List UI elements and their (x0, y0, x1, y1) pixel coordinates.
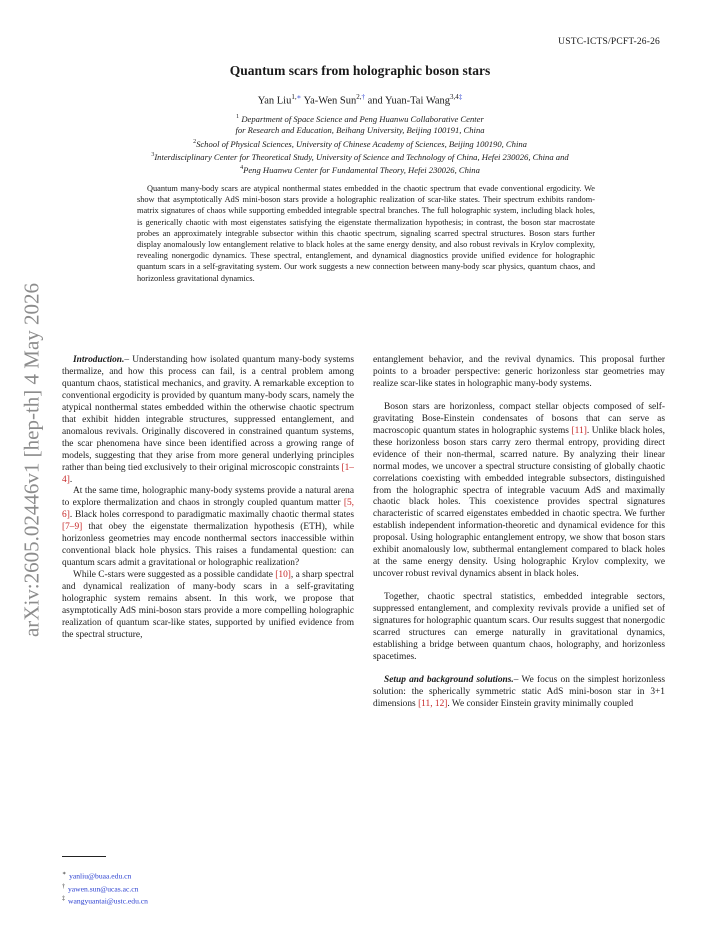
paragraph: Setup and background solutions.– We focus on the simplest horizonless solution: the spherically symmetric static AdS mini-boson star in 3+1 dimensions [11, 12]. We consider Einstein gravity minimally coupled (373, 674, 665, 709)
author-list: Yan Liu$^{1,∗}$ Ya-Wen Sun$^{2,\dagger}$ and Yuan-Tai Wang$^{3,4\ddagger}$ (257, 93, 463, 107)
paragraph: At the same time, holographic many-body systems provide a natural arena to explore thermalization and chaos in strongly coupled quantum matter [5, 6]. Black holes correspond to paradigmatic maximally chaotic thermal states [7–9] that obey the eigenstate thermalization hypothesis (ETH), while horizonless geometries may encode nonthermal sectors inaccessible within conventional black hole physics. This raises a fundamental question: can quantum scars admit a gravitational or holographic realization? (62, 486, 355, 569)
footnote-link[interactable]: † (361, 93, 365, 101)
footnote: ‡ wangyuantai@ustc.edu.cn (62, 896, 148, 906)
right-column (373, 355, 665, 711)
citation-link[interactable]: [11, 12] (418, 698, 448, 709)
paragraph: While C-stars were suggested as a possible candidate [10], a sharp spectral and dynamical realization of many-body scars in a self-gravitating holographic system remains absent. In this work, we propose that asymptotically AdS mini-boson stars provide a more compelling holographic realization of quantum scar-like states, supported by unified evidence from the spectral structure, (62, 570, 354, 640)
paragraph: Introduction.– Understanding how isolated quantum many-body systems thermalize, and how this process can fail, is a central problem among quantum chaos, statistical mechanics, and gravity. A remarkable exception to conventional ergodicity is provided by quantum many-body scars, namely the atypical nonthermal states embedded within the otherwise chaotic spectrum that exhibit hidden integrable structures, suppressed entanglement, and anomalous revivals. Originally discovered in constrained quantum systems, the scar phenomena have since been identified across a growing range of models, suggesting that they arise from more general underlying principles rather than being tied exclusively to their original microscopic constraints [1–4]. (62, 355, 354, 485)
footnote-link[interactable]: ∗ (296, 93, 302, 101)
email-link[interactable]: yanliu@buaa.edu.cn (69, 871, 132, 881)
citation-link[interactable]: [5, 6] (62, 498, 354, 521)
citation-link[interactable]: [7–9] (62, 522, 83, 533)
left-column (62, 355, 354, 642)
author-name: Yuan-Tai Wang (385, 95, 451, 107)
author-conjunction: and (367, 95, 383, 107)
email-link[interactable]: wangyuantai@ustc.edu.cn (68, 897, 148, 906)
arxiv-identifier[interactable]: arXiv:2605.02446v1 [hep-th] 4 May 2026 (19, 282, 44, 638)
paper-title: Quantum scars from holographic boson stars (229, 63, 491, 78)
citation-link[interactable]: [1–4] (62, 462, 354, 485)
paragraph: Together, chaotic spectral statistics, embedded integrable sectors, suppressed entanglement, and complexity revivals provide a unified set of signatures for holographic quantum scars. Our results suggest that nonergodic scarred structures can emerge naturally in gravitational dynamics, establishing a bridge between quantum chaos, holography, and horizonless spacetimes. (373, 592, 665, 662)
author-name: Ya-Wen Sun (303, 95, 357, 107)
footnote-divider (62, 856, 106, 857)
report-number: USTC-ICTS/PCFT-26-26 (558, 37, 660, 47)
affiliation-line: $^2$School of Physical Sciences, University of Chinese Academy of Sciences, Beijing 100190, China (193, 138, 527, 149)
section-heading-introduction: Introduction. (73, 355, 125, 365)
abstract: Quantum many-body scars are atypical nonthermal states embedded in the chaotic spectrum that evade conventional ergodicity. We show that asymptotically AdS mini-boson stars provide a holographic realization of scar-like states. Their spectrum exhibits random-matrix signatures of chaos while supporting embedded integrable spectral branches. The full holographic system, including black holes, is generically chaotic with most eigenstates satisfying the eigenstate thermalization hypothesis; in contrast, the boson star macrostate probes an approximately integrable subsector within this chaotic spectrum, signaling scarred spectral structures. Boson stars further display anomalously low entanglement relative to black holes at the same energy density, and also robust revivals in Krylov complexity, revealing nonergodic dynamics. These spectral, entanglement, and dynamical diagnostics provide unified evidence for holographic quantum scars in a self-gravitating system. Our work suggests a new connection between many-body scar physics, quantum chaos, and horizonless gravitational dynamics. (137, 184, 595, 283)
paragraph: entanglement behavior, and the revival dynamics. This proposal further points to a broader perspective: generic horizonless star geometries may realize scar-like states in holographic many-body systems. (373, 355, 665, 389)
footnote: † yawen.sun@ucas.ac.cn (62, 883, 139, 894)
email-link[interactable]: yawen.sun@ucas.ac.cn (68, 884, 139, 894)
author-name: Yan Liu (257, 95, 292, 107)
affiliations (60, 112, 660, 176)
affiliation-line: $^1$ Department of Space Science and Peng Huanwu Collaborative Center (236, 113, 484, 124)
footnotes (62, 869, 354, 907)
citation-link[interactable]: [10] (275, 570, 291, 581)
affiliation-line: $^4$Peng Huanwu Center for Fundamental Theory, Hefei 230026, China (240, 165, 480, 176)
citation-link[interactable]: [11] (571, 425, 587, 436)
arxiv-side-stamp (12, 260, 52, 660)
affiliation-line: for Research and Education, Beihang University, Beijing 100191, China (235, 125, 485, 136)
footnote: ∗ yanliu@buaa.edu.cn (62, 871, 132, 881)
section-heading-setup: Setup and background solutions. (384, 674, 514, 685)
footnote-link[interactable]: ‡ (458, 93, 463, 101)
paragraph: Boson stars are horizonless, compact stellar objects composed of self-gravitating Bose-Einstein condensates of bosons that can serve as macroscopic quantum states in holographic systems [11]. Unlike black holes, these horizonless boson stars carry zero thermal entropy, providing direct evidence of their non-thermal, scarred nature. By analyzing their linear normal modes, we uncover a spectral structure consisting of globally chaotic correlations coexisting with embedded integrable subsectors, distinguished from the holographic spectra of integrable vacuum AdS and maximally chaotic black holes. This coexistence provides spectral signatures characteristic of scarred eigenstates embedded in chaotic spectra. We further establish independent information-theoretic and dynamical evidence for this proposal. Using holographic entanglement entropy, we show that boson stars exhibit anomalously low, subthermal entanglement compared to black holes at the same energy density. Using holographic Krylov complexity, we uncover robust revival dynamics absent in black holes. (373, 401, 666, 580)
affiliation-line: $^3$Interdisciplinary Center for Theoretical Study, University of Science and Technology of China, Hefei 230026, China and (151, 151, 569, 162)
